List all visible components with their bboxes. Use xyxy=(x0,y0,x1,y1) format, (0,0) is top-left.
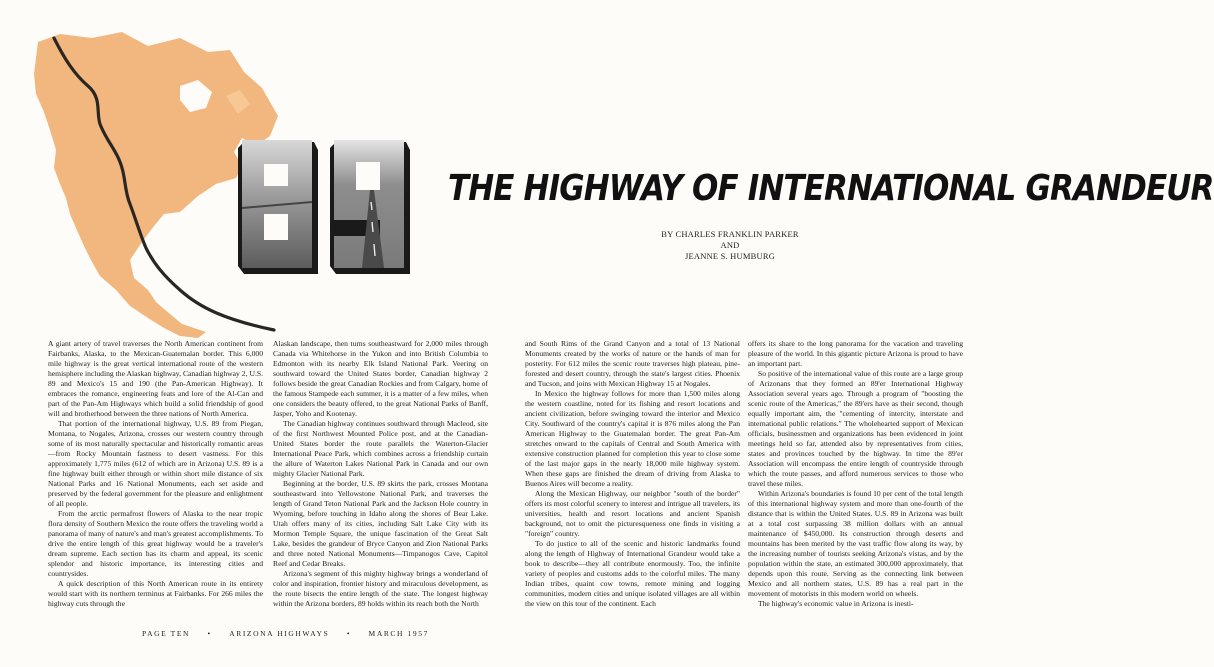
paragraph: From the arctic permafrost flowers of Alaska to the near tropic flora density of Southern Mexico the route offers the traveling world a panorama of many of nature's and man's greatest accomplishments. To drive the entire length of this great highway would be a traveler's dream supreme. Each section has its charm and appeal, its scenic splendor and historic importance, its interesting cities and countrysides. xyxy=(48,509,263,578)
paragraph: The highway's economic value in Arizona is inesti- xyxy=(758,599,914,608)
paragraph: Alaskan landscape, then turns southeastward for 2,000 miles through Canada via Whitehorse in the Yukon and into British Columbia to Edmonton with its nearby Elk Island National Park. Veering on southward toward the United States border, Canadian highway 2 follows beside the great Canadian Rockies and from Calgary, home of the famous Stampede each summer, it is a matter of a few miles, when one considers the beauty offered, to the great National Parks of Banff, Jasper, Yoho and Kootenay. xyxy=(273,339,488,418)
paragraph: offers its share to the long panorama for the vacation and traveling pleasure of the world. In this gigantic picture Arizona is proud to have an important part. xyxy=(748,339,963,368)
paragraph: Along the Mexican Highway, our neighbor "south of the border" offers its most colorful scenery to interest and intrigue all travelers, its universities, health and resort locations and ancient Spanish background, not to omit the picturesqueness one finds in visiting a "foreign" country. xyxy=(525,489,740,538)
footer-issue-date: MARCH 1957 xyxy=(368,629,429,638)
paragraph: Beginning at the border, U.S. 89 skirts the park, crosses Montana southeastward into Yellowstone National Park, and traverses the length of Grand Teton National Park and the Jackson Hole country in Wyoming, before touching in Idaho along the shores of Bear Lake. Utah offers many of its cities, including Salt Lake City with its Mormon Temple Square, the unique fascination of the Great Salt Lake, besides the grandeur of Bryce Canyon and Zion National Parks and three noted National Monuments—Timpanogos Cave, Capitol Reef and Cedar Breaks. xyxy=(273,479,488,568)
footer-page-number: PAGE TEN xyxy=(142,629,191,638)
paragraph: Arizona's segment of this mighty highway brings a wonderland of color and inspiration, frontier history and miraculous development, as the route bisects the entire length of the state. The longest highway within the Arizona borders, 89 holds within its reach both the North xyxy=(273,569,488,608)
byline-author-2: JEANNE S. HUMBURG xyxy=(684,251,776,261)
paragraph: So positive of the international value of this route are a large group of Arizonans that they formed an 89'er International Highway Association several years ago. Through a program of "boosting the scenic route of the Americas," the 89'ers have as their second, though equally important aim, the "cementing of intercity, interstate and international public relations." The wholehearted support of Mexican officials, businessmen and organizations has been evidenced in joint meetings held so far, attended also by representatives from cities, states and provinces touched by the highway. In time the 89'er Association will encompass the entire length of countryside through which the route passes, and afford numerous services to those who travel these miles. xyxy=(748,369,963,488)
paragraph: Within Arizona's boundaries is found 10 per cent of the total length of this international highway system and more than one-fourth of the distance that is within the United States. U.S. 89 in Arizona was built at a total cost surpassing 38 million dollars with an annual maintenance of $450,000. Its construction through deserts and mountains has been merited by the vast traffic flow along its way, by the increasing number of tourists seeking Arizona's vistas, and by the population within the state, an estimated 300,000 approximately, that depends upon this route. Serving as the connecting link between Mexico and all northern states, U.S. 89 has a real part in the movement of motorists in this modern world on wheels. xyxy=(748,489,963,598)
paragraph: That portion of the international highway, U.S. 89 from Piegan, Montana, to Nogales, Arizona, crosses our western country through some of its most naturally spectacular and historically romantic areas—from Rocky Mountain fastness to desert vastness. For this approximately 1,775 miles (612 of which are in Arizona) U.S. 89 is a fine highway built either through or within short mile distance of six National Parks and 16 National Monuments, each set aside and preserved by the federal government for the pleasure and enlightment of all people. xyxy=(48,419,263,508)
text-column-1 xyxy=(48,339,263,614)
page-footer xyxy=(142,629,429,638)
article-byline xyxy=(630,229,830,262)
article-title: THE HIGHWAY OF INTERNATIONAL GRANDEUR xyxy=(448,168,1214,209)
paragraph: In Mexico the highway follows for more than 1,500 miles along the western coastline, noted for its fishing and resort locations and ancient civilization, before swinging toward the interior and Mexico City. Southward of the country's capital it is 876 miles along the Pan American Highway to the Guatemalan border. The great Pan-Am stretches onward to the capitals of Central and South America with extensive construction planned for completion this year to close some of the last major gaps in the nearly 18,000 mile highway system. When these gaps are finished the dream of driving from Alaska to Buenos Aires will become a reality. xyxy=(525,389,740,488)
numeral-9 xyxy=(330,140,410,274)
highway-89-numeral-art xyxy=(234,138,414,278)
paragraph: A quick description of this North American route in its entirety would start with its northern terminus at Fairbanks. For 266 miles the highway cuts through the xyxy=(48,579,263,608)
text-column-2 xyxy=(273,339,488,614)
paragraph: The Canadian highway continues southward through Macleod, site of the first Northwest Mounted Police post, and at the Canadian-United States border the route parallels the Waterton-Glacier International Peace Park, which combines across a friendship curtain the allure of Waterton Lakes National Park in Canada and our own mighty Glacier National Park. xyxy=(273,419,488,478)
byline-author-1: BY CHARLES FRANKLIN PARKER xyxy=(661,229,799,239)
footer-separator: • xyxy=(346,629,352,638)
numeral-8 xyxy=(238,140,318,274)
paragraph: A giant artery of travel traverses the North American continent from Fairbanks, Alaska, to the Mexican-Guatemalan border. This 6,000 mile highway is the great vertical international route of the western hemisphere including the Alaskan highway, Canadian highway 2, U.S. 89 and Mexico's 15 and 190 (the Pan-American Highway). It embraces the romance, engineering feats and lore of the Al-Can and part of the Pan-Am Highways which build a solid friendship of good will and brotherhood between the three nations of North America. xyxy=(48,339,263,418)
text-column-3 xyxy=(525,339,740,614)
paragraph: and South Rims of the Grand Canyon and a total of 13 National Monuments created by the works of nature or the hands of man for posterity. For 612 miles the scenic route traverses high plateau, pine-forested and desert country, through the state's largest cities. Phoenix and Tucson, and joins with Mexican Highway 15 at Nogales. xyxy=(525,339,740,388)
footer-separator: • xyxy=(207,629,212,638)
paragraph: To do justice to all of the scenic and historic landmarks found along the length of Highway of International Grandeur would take a book to describe—they all contribute enormously. Too, the infinite variety of peoples and customs adds to the colorful miles. The many Indian tribes, quaint cow towns, remote mining and logging communities, modern cities and unique isolated villages are all within the view on this tour of the continent. Each xyxy=(525,539,740,608)
footer-magazine-name: ARIZONA HIGHWAYS xyxy=(229,629,330,638)
text-column-4 xyxy=(748,339,963,614)
byline-conjunction: AND xyxy=(720,240,740,250)
